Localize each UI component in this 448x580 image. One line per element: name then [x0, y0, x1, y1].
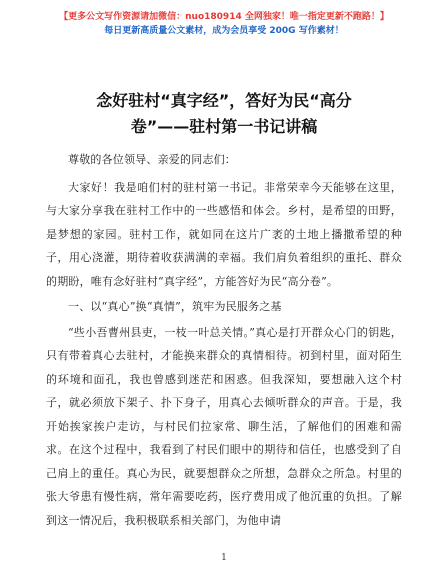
promo-banner	[0, 10, 448, 38]
promo-banner-line-2: 每日更新高质量公文素材，成为会员享受 200G 写作素材！	[104, 26, 344, 36]
paragraph-section-1: “些小吾曹州县吏，一枝一叶总关情。”真心是打开群众心门的钥匙，只有带着真心去驻村，才能换来群众的真情相待。初到村里，面对陌生的环境和面孔，我也曾感到迷茫和困惑。但我深知，要想融入这个村子，就必须放下架子、扑下身子，用真心去倾听群众的声音。于是，我开始挨家挨户走访，与村民们拉家常、聊生活，了解他们的困难和需求。在这个过程中，我看到了村民们眼中的期待和信任，也感受到了自己肩上的重任。真心为民，就要想群众之所想，急群众之所急。村里的张大爷患有慢性病，常年需要吃药，医疗费用成了他沉重的负担。了解到这一情况后，我积极联系相关部门，为他申请	[46, 325, 402, 527]
promo-banner-line-1: 【更多公文写作资源请加微信：nuo180914 全网独家！唯一指定更新不跑路！】	[59, 12, 389, 22]
paragraph-intro: 大家好！我是咱们村的驻村第一书记。非常荣幸今天能够在这里，与大家分享我在驻村工作中的一些感悟和体会。乡村，是希望的田野，是梦想的家园。驻村工作，就如同在这片广袤的土地上播撒希望的种子，用心浇灌，期待着收获满满的幸福。我们肩负着组织的重托、群众的期盼，唯有念好驻村“真字经”，方能答好为民“高分卷”。	[46, 180, 402, 288]
greeting: 尊敬的各位领导、亲爱的同志们：	[68, 153, 236, 166]
page-number: 1	[221, 553, 227, 563]
document-body	[46, 148, 402, 532]
document-title-line-1: 念好驻村“真字经”，答好为民“高分	[96, 91, 352, 110]
document-title-line-2: 卷”——驻村第一书记讲稿	[130, 117, 318, 136]
document-title	[46, 88, 402, 140]
section-heading-1: 一、以“真心”换“真情”，筑牢为民服务之基	[68, 300, 282, 313]
